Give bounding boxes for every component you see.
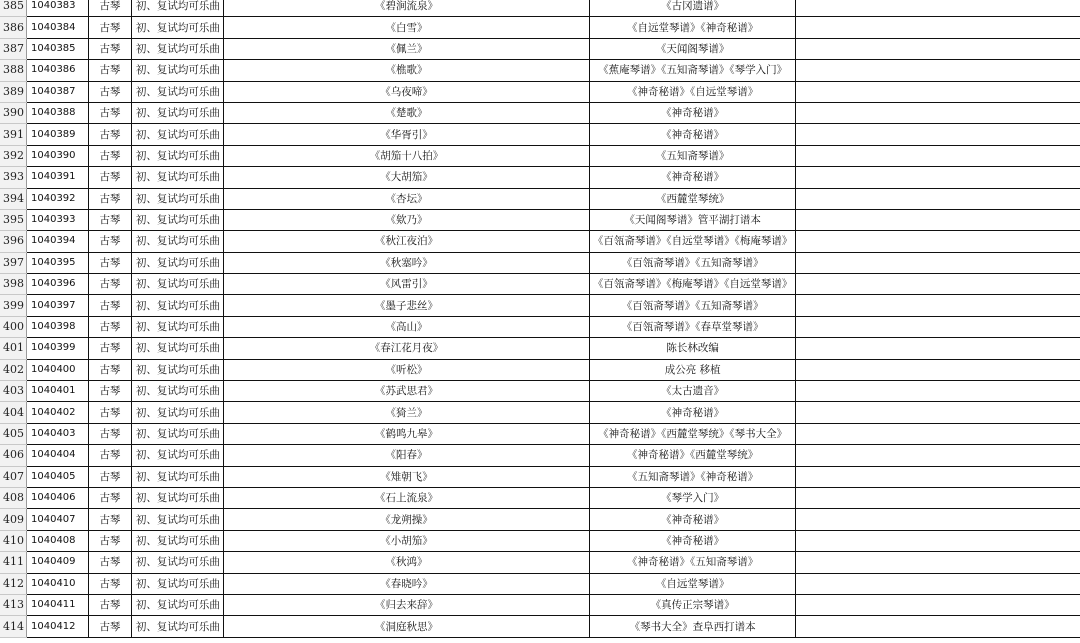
cell-instrument[interactable]: 古琴 <box>88 423 131 444</box>
cell-source[interactable]: 《神奇秘谱》《西麓堂琴统》《琴书大全》 <box>590 423 796 444</box>
cell-piece[interactable]: 《白雪》 <box>223 17 589 38</box>
row-header[interactable]: 410 <box>0 530 27 551</box>
table-row[interactable] <box>0 60 1080 81</box>
cell-piece[interactable]: 《碧涧流泉》 <box>223 0 589 17</box>
cell-source[interactable]: 成公亮 移植 <box>590 359 796 380</box>
cell-source[interactable]: 《百瓴斋琴谱》《五知斋琴谱》 <box>590 252 796 273</box>
cell-code[interactable]: 1040389 <box>27 124 89 145</box>
cell-code[interactable]: 1040386 <box>27 60 89 81</box>
cell-source[interactable]: 《太古遗音》 <box>590 381 796 402</box>
table-row[interactable] <box>0 359 1080 380</box>
table-row[interactable] <box>0 124 1080 145</box>
row-header[interactable]: 405 <box>0 423 27 444</box>
cell-source[interactable]: 《神奇秘谱》 <box>590 530 796 551</box>
cell-requirement[interactable]: 初、复试均可乐曲 <box>131 402 223 423</box>
cell-requirement[interactable]: 初、复试均可乐曲 <box>131 295 223 316</box>
cell-piece[interactable]: 《杏坛》 <box>223 188 589 209</box>
table-row[interactable] <box>0 295 1080 316</box>
cell-empty[interactable] <box>796 359 1080 380</box>
table-row[interactable] <box>0 81 1080 102</box>
row-header[interactable]: 412 <box>0 573 27 594</box>
cell-empty[interactable] <box>796 81 1080 102</box>
cell-requirement[interactable]: 初、复试均可乐曲 <box>131 552 223 573</box>
cell-source[interactable]: 《百瓴斋琴谱》《梅庵琴谱》《自远堂琴谱》 <box>590 274 796 295</box>
row-header[interactable]: 392 <box>0 145 27 166</box>
cell-instrument[interactable]: 古琴 <box>88 466 131 487</box>
cell-piece[interactable]: 《雉朝飞》 <box>223 466 589 487</box>
cell-code[interactable]: 1040404 <box>27 445 89 466</box>
cell-instrument[interactable]: 古琴 <box>88 0 131 17</box>
cell-instrument[interactable]: 古琴 <box>88 359 131 380</box>
cell-empty[interactable] <box>796 338 1080 359</box>
cell-requirement[interactable]: 初、复试均可乐曲 <box>131 594 223 615</box>
cell-code[interactable]: 1040409 <box>27 552 89 573</box>
cell-piece[interactable]: 《春晓吟》 <box>223 573 589 594</box>
table-row[interactable] <box>0 509 1080 530</box>
table-row[interactable] <box>0 530 1080 551</box>
cell-code[interactable]: 1040399 <box>27 338 89 359</box>
cell-requirement[interactable]: 初、复试均可乐曲 <box>131 445 223 466</box>
cell-requirement[interactable]: 初、复试均可乐曲 <box>131 530 223 551</box>
cell-empty[interactable] <box>796 102 1080 123</box>
table-row[interactable] <box>0 231 1080 252</box>
cell-code[interactable]: 1040400 <box>27 359 89 380</box>
cell-piece[interactable]: 《樵歌》 <box>223 60 589 81</box>
row-header[interactable]: 394 <box>0 188 27 209</box>
cell-instrument[interactable]: 古琴 <box>88 252 131 273</box>
cell-source[interactable]: 《天闻阁琴谱》 <box>590 38 796 59</box>
cell-instrument[interactable]: 古琴 <box>88 17 131 38</box>
cell-piece[interactable]: 《楚歌》 <box>223 102 589 123</box>
cell-code[interactable]: 1040397 <box>27 295 89 316</box>
cell-instrument[interactable]: 古琴 <box>88 552 131 573</box>
cell-piece[interactable]: 《听松》 <box>223 359 589 380</box>
cell-empty[interactable] <box>796 487 1080 508</box>
cell-requirement[interactable]: 初、复试均可乐曲 <box>131 38 223 59</box>
cell-code[interactable]: 1040394 <box>27 231 89 252</box>
cell-piece[interactable]: 《胡笳十八拍》 <box>223 145 589 166</box>
row-header[interactable]: 408 <box>0 487 27 508</box>
cell-code[interactable]: 1040408 <box>27 530 89 551</box>
cell-instrument[interactable]: 古琴 <box>88 167 131 188</box>
row-header[interactable]: 402 <box>0 359 27 380</box>
cell-piece[interactable]: 《墨子悲丝》 <box>223 295 589 316</box>
cell-requirement[interactable]: 初、复试均可乐曲 <box>131 274 223 295</box>
cell-piece[interactable]: 《猗兰》 <box>223 402 589 423</box>
cell-instrument[interactable]: 古琴 <box>88 402 131 423</box>
cell-source[interactable]: 《神奇秘谱》 <box>590 402 796 423</box>
cell-instrument[interactable]: 古琴 <box>88 188 131 209</box>
cell-code[interactable]: 1040405 <box>27 466 89 487</box>
cell-piece[interactable]: 《风雷引》 <box>223 274 589 295</box>
cell-empty[interactable] <box>796 60 1080 81</box>
cell-instrument[interactable]: 古琴 <box>88 594 131 615</box>
cell-piece[interactable]: 《龙朔操》 <box>223 509 589 530</box>
cell-requirement[interactable]: 初、复试均可乐曲 <box>131 188 223 209</box>
cell-requirement[interactable]: 初、复试均可乐曲 <box>131 487 223 508</box>
cell-instrument[interactable]: 古琴 <box>88 102 131 123</box>
cell-source[interactable]: 《五知斋琴谱》 <box>590 145 796 166</box>
cell-source[interactable]: 《神奇秘谱》 <box>590 509 796 530</box>
cell-code[interactable]: 1040383 <box>27 0 89 17</box>
cell-empty[interactable] <box>796 509 1080 530</box>
table-row[interactable] <box>0 552 1080 573</box>
cell-code[interactable]: 1040412 <box>27 616 89 637</box>
cell-code[interactable]: 1040396 <box>27 274 89 295</box>
cell-empty[interactable] <box>796 167 1080 188</box>
cell-source[interactable]: 《蕉庵琴谱》《五知斋琴谱》《琴学入门》 <box>590 60 796 81</box>
cell-requirement[interactable]: 初、复试均可乐曲 <box>131 209 223 230</box>
cell-instrument[interactable]: 古琴 <box>88 338 131 359</box>
cell-piece[interactable]: 《洞庭秋思》 <box>223 616 589 637</box>
table-row[interactable] <box>0 466 1080 487</box>
table-row[interactable] <box>0 167 1080 188</box>
table-row[interactable] <box>0 381 1080 402</box>
cell-code[interactable]: 1040385 <box>27 38 89 59</box>
row-header[interactable]: 388 <box>0 60 27 81</box>
cell-source[interactable]: 《自远堂琴谱》《神奇秘谱》 <box>590 17 796 38</box>
cell-code[interactable]: 1040407 <box>27 509 89 530</box>
cell-piece[interactable]: 《乌夜啼》 <box>223 81 589 102</box>
row-header[interactable]: 399 <box>0 295 27 316</box>
cell-empty[interactable] <box>796 445 1080 466</box>
cell-code[interactable]: 1040411 <box>27 594 89 615</box>
cell-code[interactable]: 1040393 <box>27 209 89 230</box>
table-row[interactable] <box>0 573 1080 594</box>
table-row[interactable] <box>0 17 1080 38</box>
cell-source[interactable]: 《琴学入门》 <box>590 487 796 508</box>
table-row[interactable] <box>0 102 1080 123</box>
cell-piece[interactable]: 《欸乃》 <box>223 209 589 230</box>
cell-source[interactable]: 《自远堂琴谱》 <box>590 573 796 594</box>
row-header[interactable]: 385 <box>0 0 27 17</box>
row-header[interactable]: 389 <box>0 81 27 102</box>
cell-instrument[interactable]: 古琴 <box>88 231 131 252</box>
cell-requirement[interactable]: 初、复试均可乐曲 <box>131 0 223 17</box>
cell-empty[interactable] <box>796 38 1080 59</box>
table-row[interactable] <box>0 145 1080 166</box>
row-header[interactable]: 391 <box>0 124 27 145</box>
table-row[interactable] <box>0 594 1080 615</box>
cell-empty[interactable] <box>796 530 1080 551</box>
cell-instrument[interactable]: 古琴 <box>88 509 131 530</box>
row-header[interactable]: 400 <box>0 316 27 337</box>
cell-code[interactable]: 1040406 <box>27 487 89 508</box>
row-header[interactable]: 397 <box>0 252 27 273</box>
cell-instrument[interactable]: 古琴 <box>88 616 131 637</box>
cell-code[interactable]: 1040410 <box>27 573 89 594</box>
cell-instrument[interactable]: 古琴 <box>88 145 131 166</box>
cell-empty[interactable] <box>796 573 1080 594</box>
cell-source[interactable]: 《百瓴斋琴谱》《自远堂琴谱》《梅庵琴谱》 <box>590 231 796 252</box>
table-row[interactable] <box>0 316 1080 337</box>
cell-instrument[interactable]: 古琴 <box>88 530 131 551</box>
cell-empty[interactable] <box>796 145 1080 166</box>
cell-requirement[interactable]: 初、复试均可乐曲 <box>131 231 223 252</box>
row-header[interactable]: 406 <box>0 445 27 466</box>
cell-piece[interactable]: 《小胡笳》 <box>223 530 589 551</box>
cell-source[interactable]: 《天闻阁琴谱》管平湖打谱本 <box>590 209 796 230</box>
cell-requirement[interactable]: 初、复试均可乐曲 <box>131 124 223 145</box>
cell-piece[interactable]: 《阳春》 <box>223 445 589 466</box>
table-row[interactable] <box>0 188 1080 209</box>
row-header[interactable]: 398 <box>0 274 27 295</box>
cell-source[interactable]: 《真传正宗琴谱》 <box>590 594 796 615</box>
cell-source[interactable]: 陈长林改编 <box>590 338 796 359</box>
cell-piece[interactable]: 《秋江夜泊》 <box>223 231 589 252</box>
cell-empty[interactable] <box>796 466 1080 487</box>
row-header[interactable]: 393 <box>0 167 27 188</box>
cell-empty[interactable] <box>796 616 1080 637</box>
cell-piece[interactable]: 《大胡笳》 <box>223 167 589 188</box>
cell-requirement[interactable]: 初、复试均可乐曲 <box>131 252 223 273</box>
table-row[interactable] <box>0 616 1080 637</box>
cell-source[interactable]: 《百瓴斋琴谱》《春草堂琴谱》 <box>590 316 796 337</box>
row-header[interactable]: 386 <box>0 17 27 38</box>
cell-requirement[interactable]: 初、复试均可乐曲 <box>131 81 223 102</box>
row-header[interactable]: 414 <box>0 616 27 637</box>
cell-piece[interactable]: 《归去来辞》 <box>223 594 589 615</box>
cell-requirement[interactable]: 初、复试均可乐曲 <box>131 359 223 380</box>
cell-empty[interactable] <box>796 209 1080 230</box>
table-row[interactable] <box>0 252 1080 273</box>
cell-code[interactable]: 1040402 <box>27 402 89 423</box>
table-row[interactable] <box>0 423 1080 444</box>
cell-empty[interactable] <box>796 316 1080 337</box>
cell-empty[interactable] <box>796 231 1080 252</box>
cell-instrument[interactable]: 古琴 <box>88 274 131 295</box>
cell-source[interactable]: 《古冈遗谱》 <box>590 0 796 17</box>
cell-code[interactable]: 1040398 <box>27 316 89 337</box>
table-row[interactable] <box>0 402 1080 423</box>
cell-empty[interactable] <box>796 594 1080 615</box>
cell-requirement[interactable]: 初、复试均可乐曲 <box>131 381 223 402</box>
cell-requirement[interactable]: 初、复试均可乐曲 <box>131 338 223 359</box>
cell-source[interactable]: 《神奇秘谱》《自远堂琴谱》 <box>590 81 796 102</box>
cell-code[interactable]: 1040403 <box>27 423 89 444</box>
cell-piece[interactable]: 《佩兰》 <box>223 38 589 59</box>
cell-code[interactable]: 1040391 <box>27 167 89 188</box>
cell-source[interactable]: 《神奇秘谱》《五知斋琴谱》 <box>590 552 796 573</box>
cell-requirement[interactable]: 初、复试均可乐曲 <box>131 616 223 637</box>
cell-source[interactable]: 《琴书大全》查阜西打谱本 <box>590 616 796 637</box>
row-header[interactable]: 409 <box>0 509 27 530</box>
cell-empty[interactable] <box>796 17 1080 38</box>
table-row[interactable] <box>0 338 1080 359</box>
cell-empty[interactable] <box>796 124 1080 145</box>
cell-empty[interactable] <box>796 552 1080 573</box>
row-header[interactable]: 390 <box>0 102 27 123</box>
cell-source[interactable]: 《神奇秘谱》 <box>590 124 796 145</box>
cell-piece[interactable]: 《华胥引》 <box>223 124 589 145</box>
cell-piece[interactable]: 《高山》 <box>223 316 589 337</box>
row-header[interactable]: 396 <box>0 231 27 252</box>
cell-empty[interactable] <box>796 402 1080 423</box>
row-header[interactable]: 413 <box>0 594 27 615</box>
cell-code[interactable]: 1040395 <box>27 252 89 273</box>
cell-requirement[interactable]: 初、复试均可乐曲 <box>131 17 223 38</box>
cell-code[interactable]: 1040388 <box>27 102 89 123</box>
cell-instrument[interactable]: 古琴 <box>88 124 131 145</box>
cell-instrument[interactable]: 古琴 <box>88 60 131 81</box>
cell-instrument[interactable]: 古琴 <box>88 38 131 59</box>
cell-empty[interactable] <box>796 423 1080 444</box>
cell-source[interactable]: 《五知斋琴谱》《神奇秘谱》 <box>590 466 796 487</box>
cell-requirement[interactable]: 初、复试均可乐曲 <box>131 316 223 337</box>
cell-instrument[interactable]: 古琴 <box>88 81 131 102</box>
cell-piece[interactable]: 《石上流泉》 <box>223 487 589 508</box>
cell-instrument[interactable]: 古琴 <box>88 381 131 402</box>
row-header[interactable]: 411 <box>0 552 27 573</box>
cell-code[interactable]: 1040384 <box>27 17 89 38</box>
cell-instrument[interactable]: 古琴 <box>88 295 131 316</box>
table-row[interactable] <box>0 0 1080 17</box>
cell-piece[interactable]: 《苏武思君》 <box>223 381 589 402</box>
row-header[interactable]: 395 <box>0 209 27 230</box>
cell-requirement[interactable]: 初、复试均可乐曲 <box>131 423 223 444</box>
cell-empty[interactable] <box>796 274 1080 295</box>
cell-instrument[interactable]: 古琴 <box>88 487 131 508</box>
cell-requirement[interactable]: 初、复试均可乐曲 <box>131 60 223 81</box>
cell-source[interactable]: 《神奇秘谱》 <box>590 167 796 188</box>
row-header[interactable]: 387 <box>0 38 27 59</box>
cell-requirement[interactable]: 初、复试均可乐曲 <box>131 167 223 188</box>
cell-requirement[interactable]: 初、复试均可乐曲 <box>131 509 223 530</box>
cell-empty[interactable] <box>796 295 1080 316</box>
row-header[interactable]: 403 <box>0 381 27 402</box>
cell-requirement[interactable]: 初、复试均可乐曲 <box>131 466 223 487</box>
row-header[interactable]: 407 <box>0 466 27 487</box>
cell-requirement[interactable]: 初、复试均可乐曲 <box>131 145 223 166</box>
cell-empty[interactable] <box>796 381 1080 402</box>
table-row[interactable] <box>0 274 1080 295</box>
cell-piece[interactable]: 《秋鸿》 <box>223 552 589 573</box>
cell-source[interactable]: 《百瓴斋琴谱》《五知斋琴谱》 <box>590 295 796 316</box>
cell-piece[interactable]: 《鹤鸣九皋》 <box>223 423 589 444</box>
cell-code[interactable]: 1040387 <box>27 81 89 102</box>
cell-code[interactable]: 1040392 <box>27 188 89 209</box>
cell-instrument[interactable]: 古琴 <box>88 573 131 594</box>
cell-piece[interactable]: 《春江花月夜》 <box>223 338 589 359</box>
cell-instrument[interactable]: 古琴 <box>88 209 131 230</box>
row-header[interactable]: 401 <box>0 338 27 359</box>
cell-source[interactable]: 《神奇秘谱》 <box>590 102 796 123</box>
cell-instrument[interactable]: 古琴 <box>88 445 131 466</box>
row-header[interactable]: 404 <box>0 402 27 423</box>
cell-requirement[interactable]: 初、复试均可乐曲 <box>131 573 223 594</box>
cell-code[interactable]: 1040401 <box>27 381 89 402</box>
cell-instrument[interactable]: 古琴 <box>88 316 131 337</box>
cell-source[interactable]: 《西麓堂琴统》 <box>590 188 796 209</box>
cell-requirement[interactable]: 初、复试均可乐曲 <box>131 102 223 123</box>
cell-piece[interactable]: 《秋塞吟》 <box>223 252 589 273</box>
cell-empty[interactable] <box>796 188 1080 209</box>
table-row[interactable] <box>0 38 1080 59</box>
cell-empty[interactable] <box>796 252 1080 273</box>
cell-code[interactable]: 1040390 <box>27 145 89 166</box>
cell-source[interactable]: 《神奇秘谱》《西麓堂琴统》 <box>590 445 796 466</box>
table-row[interactable] <box>0 445 1080 466</box>
cell-empty[interactable] <box>796 0 1080 17</box>
table-row[interactable] <box>0 487 1080 508</box>
table-row[interactable] <box>0 209 1080 230</box>
